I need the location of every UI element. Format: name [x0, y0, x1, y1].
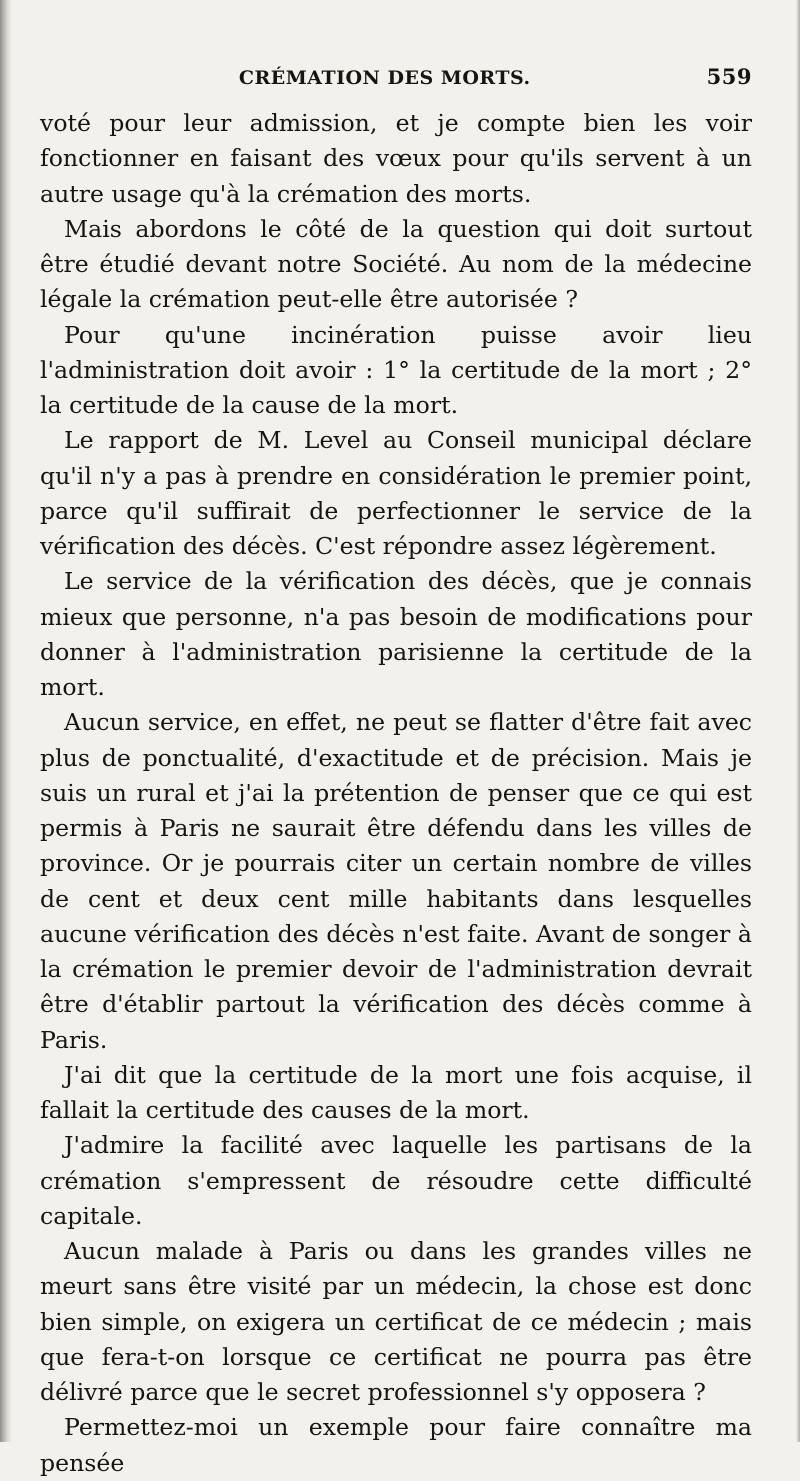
book-page — [40, 64, 752, 1481]
paragraph: Aucun malade à Paris ou dans les grandes villes ne meurt sans être visité par un médecin, la chose est donc bien simple, on exigera un certificat de ce médecin ; mais que fera-t-on lorsque ce certificat ne pourra pas être délivré parce que le secret professionnel s'y opposera ? — [40, 1237, 752, 1406]
paragraph: Aucun service, en effet, ne peut se flatter d'être fait avec plus de ponctualité, d'exactitude et de précision. Mais je suis un rural et j'ai la prétention de penser que ce qui est permis à Paris ne saurait être défendu dans les villes de province. Or je pourrais citer un certain nombre de villes de cent et deux cent mille habitants dans lesquelles aucune vérification des décès n'est faite. Avant de songer à la crémation le premier devoir de l'administration devrait être d'établir partout la vérification des décès comme à Paris. — [40, 708, 752, 1054]
paragraph: Le service de la vérification des décès, que je connais mieux que personne, n'a pas besoin de modifications pour donner à l'administration parisienne la certitude de la mort. — [40, 567, 752, 701]
paragraph: Mais abordons le côté de la question qui doit surtout être étudié devant notre Société. Au nom de la médecine légale la crémation peut-elle être autorisée ? — [40, 214, 752, 314]
running-head: CRÉMATION DES MORTS. — [238, 67, 531, 89]
paragraph: Permettez-moi un exemple pour faire connaître ma pensée — [40, 1413, 752, 1477]
paragraph: J'ai dit que la certitude de la mort une fois acquise, il fallait la certitude des causes de la mort. — [40, 1060, 752, 1124]
page-number: 559 — [706, 64, 752, 89]
paragraph: J'admire la facilité avec laquelle les partisans de la crémation s'empressent de résoudre cette difficulté capitale. — [40, 1131, 752, 1230]
paragraph-continuation: voté pour leur admission, et je compte bien les voir fonctionner en faisant des vœux pour qu'ils servent à un autre usage qu'à la crémation des morts. — [40, 109, 752, 208]
page-edge-right — [796, 0, 800, 1442]
body-text — [40, 106, 752, 1481]
page-edge-shadow — [0, 0, 12, 1442]
page-header — [40, 64, 752, 106]
paragraph: Le rapport de M. Level au Conseil municipal déclare qu'il n'y a pas à prendre en considération le premier point, parce qu'il suffirait de perfectionner le service de la vérification des décès. C'est répondre assez légèrement. — [40, 426, 752, 560]
paragraph: Pour qu'une incinération puisse avoir lieu l'administration doit avoir : 1° la certitude de la mort ; 2° la certitude de la cause de la mort. — [40, 320, 752, 419]
